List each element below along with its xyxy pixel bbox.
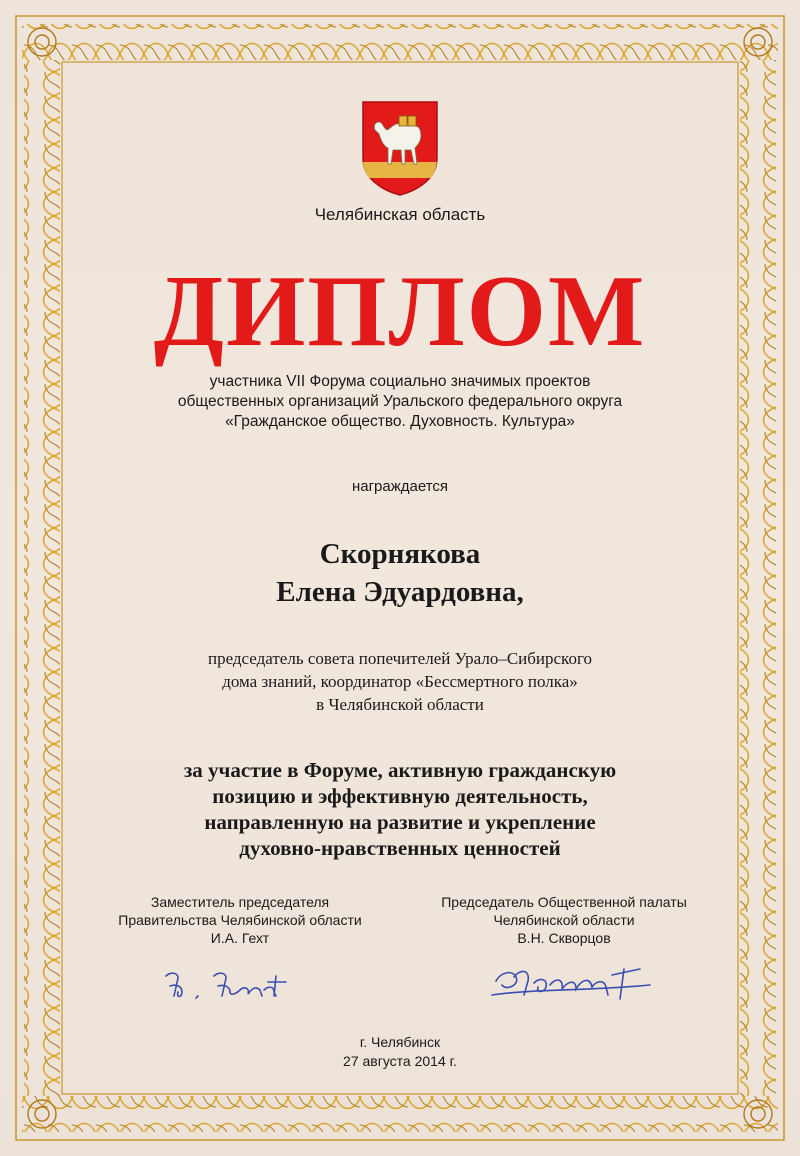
reason-line: направленную на развитие и укрепление (204, 810, 596, 834)
forum-line: «Гражданское общество. Духовность. Культура» (225, 413, 575, 430)
recipient-name (60, 535, 740, 611)
forum-line: участника VII Форума социально значимых проектов (209, 373, 591, 390)
region-name: Челябинская область (314, 205, 486, 224)
position-line: дома знаний, координатор «Бессмертного полка» (222, 672, 578, 691)
signatory-title: Председатель Общественной палаты (441, 894, 687, 910)
coat-of-arms-chelyabinsk-icon (359, 100, 441, 196)
diploma-content (60, 0, 740, 1156)
signatory-right (404, 893, 724, 947)
reason-line: духовно-нравственных ценностей (239, 836, 561, 860)
reason-line: позицию и эффективную деятельность, (212, 784, 588, 808)
position-line: председатель совета попечителей Урало–Сибирского (207, 649, 593, 668)
issue-place-date (60, 1033, 740, 1071)
signatory-name: В.Н. Скворцов (517, 930, 611, 946)
recipient-given-names: Елена Эдуардовна, (276, 576, 524, 608)
diploma-title: ДИПЛОМ (153, 255, 647, 368)
signatory-name: И.А. Гехт (210, 930, 270, 946)
reason-line: за участие в Форуме, активную гражданскую (183, 758, 617, 782)
signatory-title: Челябинской области (493, 912, 635, 928)
signatory-left (80, 893, 400, 947)
forum-description (60, 372, 740, 432)
awarded-label: награждается (351, 478, 449, 495)
signatory-title: Заместитель председателя (150, 894, 330, 910)
recipient-position (60, 647, 740, 716)
signature-left (156, 958, 306, 1008)
issue-city: г. Челябинск (359, 1034, 441, 1050)
signatory-title: Правительства Челябинской области (118, 912, 362, 928)
signature-right (490, 955, 660, 1010)
forum-line: общественных организаций Уральского федерального округа (177, 393, 623, 410)
issue-date: 27 августа 2014 г. (343, 1053, 457, 1069)
recipient-surname: Скорнякова (319, 538, 481, 570)
award-reason (60, 757, 740, 861)
position-line: в Челябинской области (316, 695, 484, 714)
